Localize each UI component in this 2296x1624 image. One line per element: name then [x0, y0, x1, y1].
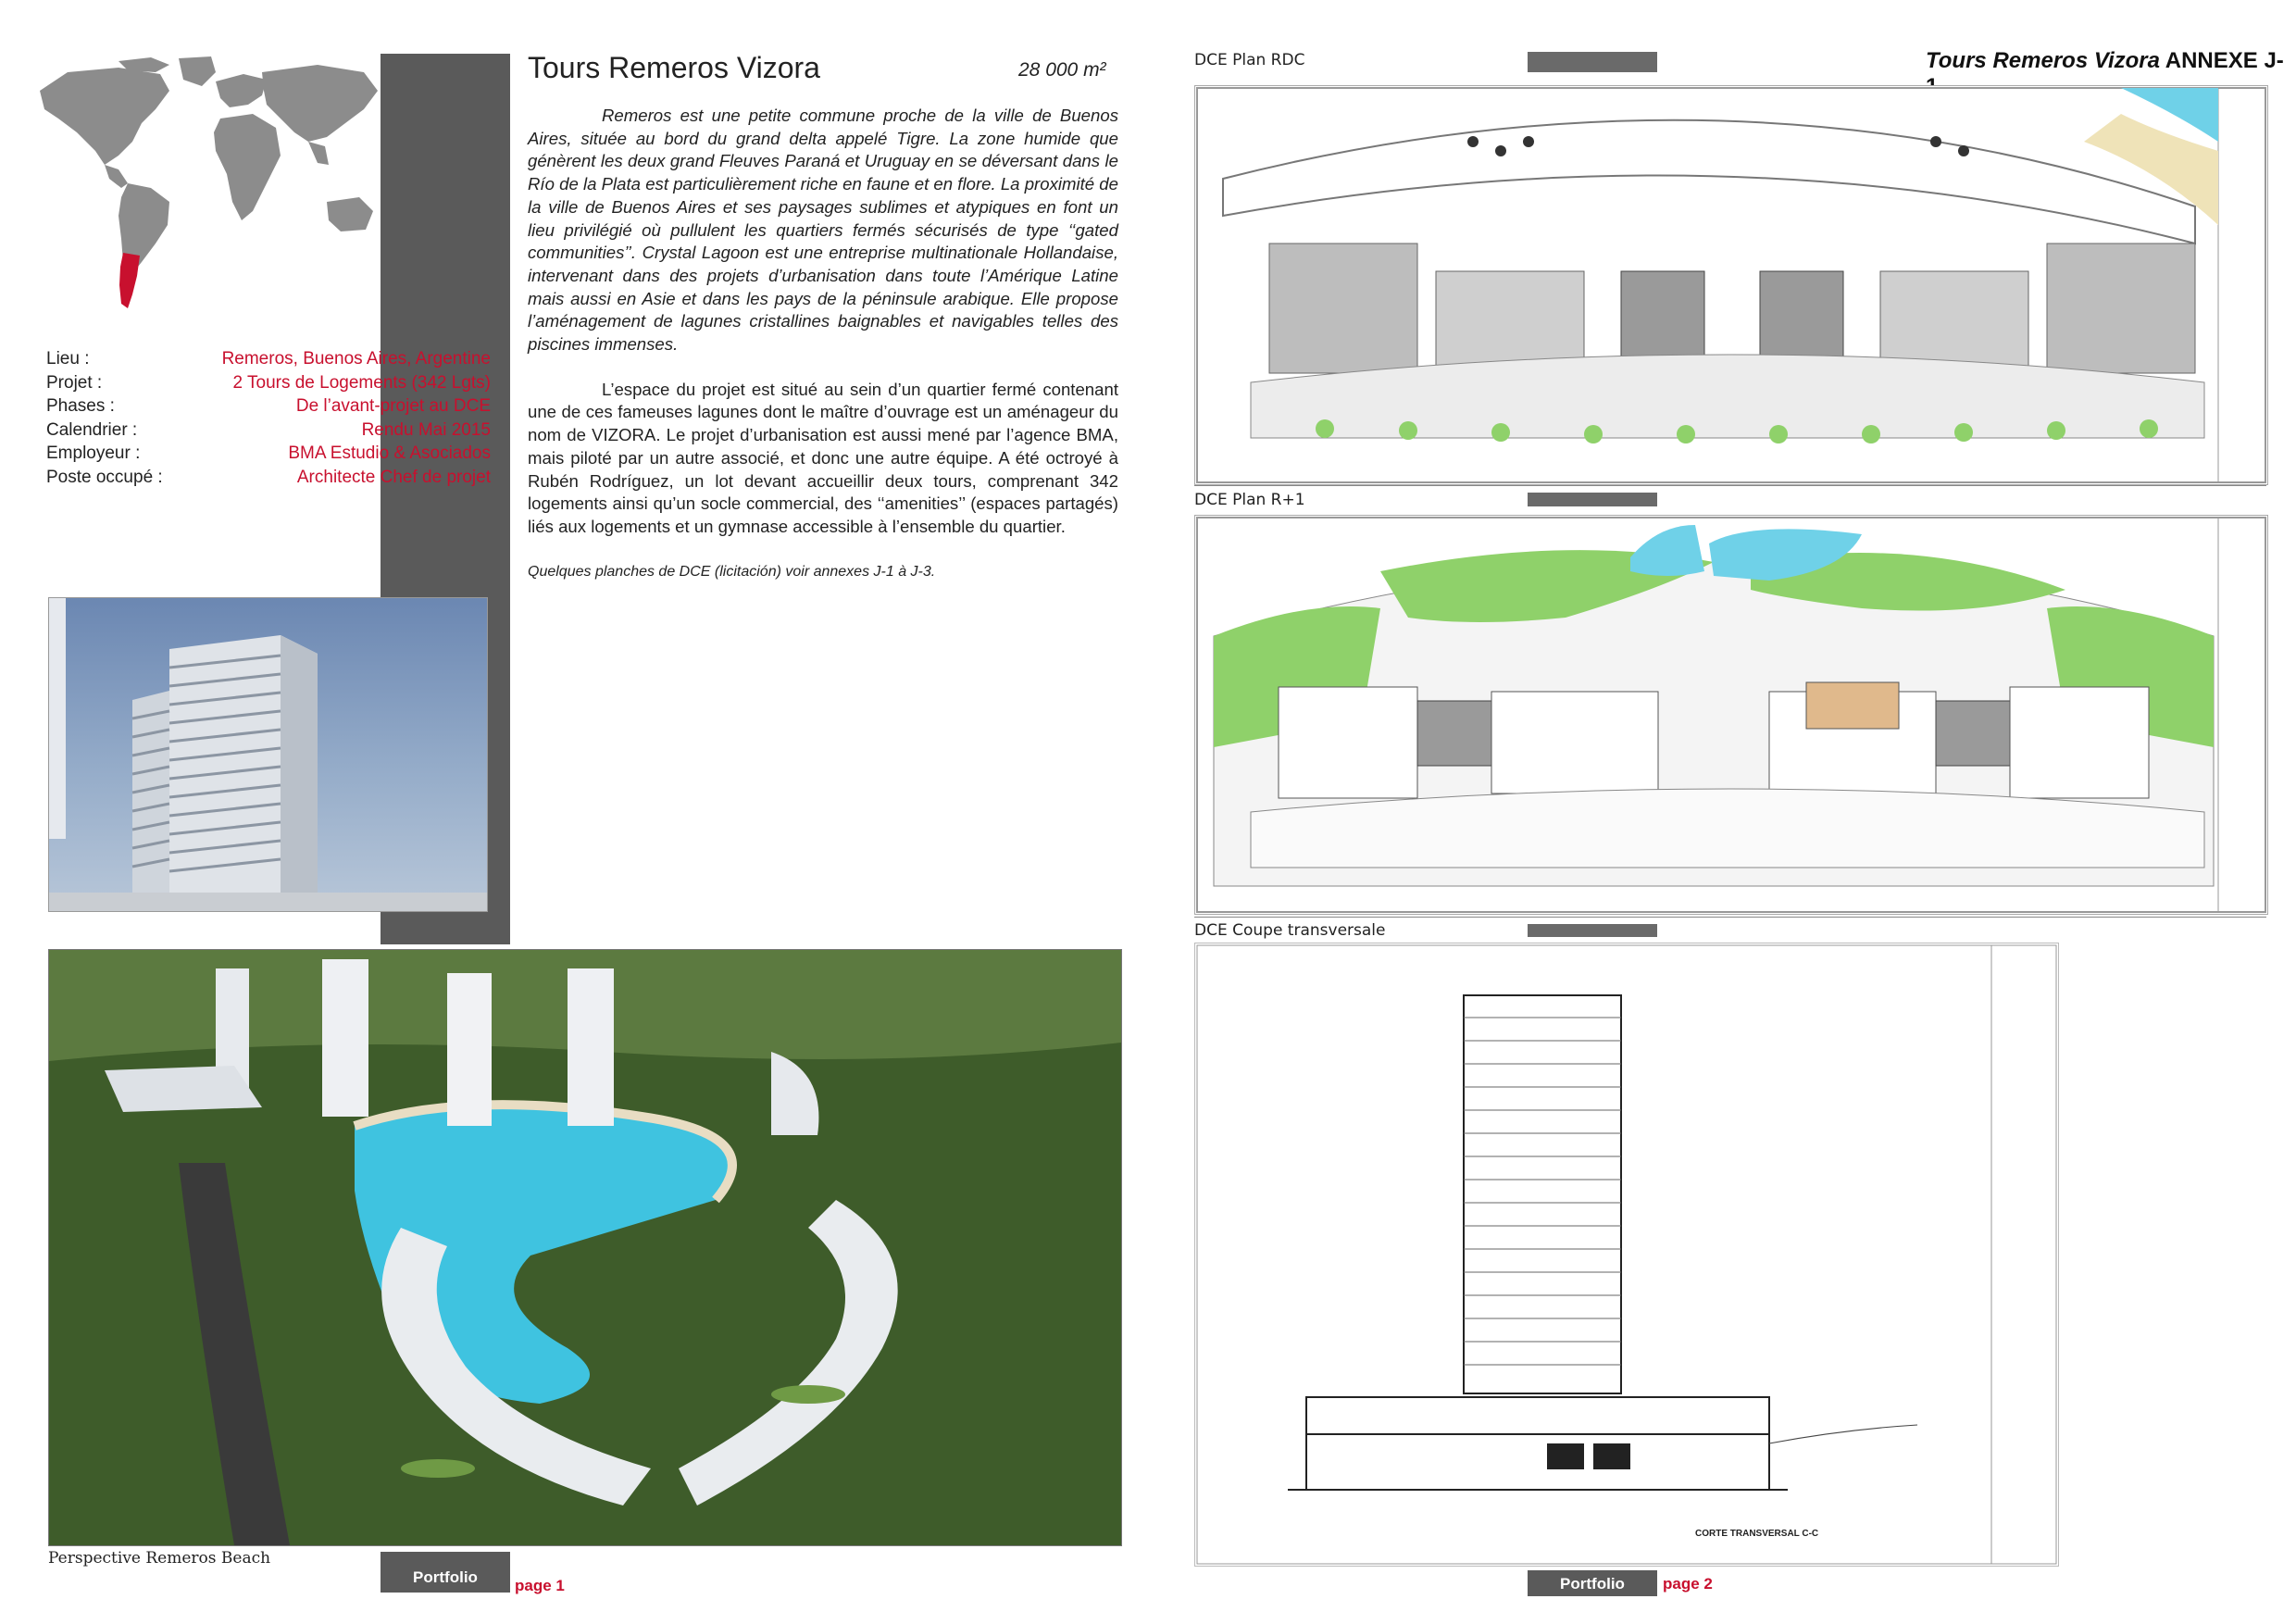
plan-rdc-title: DCE Plan RDC: [1194, 51, 1305, 69]
section-title: DCE Coupe transversale: [1194, 921, 1386, 940]
paragraph-context: Remeros est une petite commune proche de la ville de Buenos Aires, située au bord du grand delta appelé Tigre. La zone humide que génèrent les deux grand Fleuves Paraná et Uruguay en se déversant dans le Río de la Plata est particulièrement riche en faune et en flore. La proximité de la ville de Buenos Aires et ses paysages sublimes et atypiques en font un lieu privilégié où pullulent les quartiers fermés sécurisés de type ‘‘gated communities’’. Crystal Lagoon est une entreprise multinationale Hollandaise, intervenant dans des projets d’urbanisation dans toute l’Amérique Latine mais aussi en Asie et dans les pays de la péninsule arabique. Elle propose l’aménagement de lagunes cristallines baignables et navigables telles des piscines immenses.: [528, 106, 1118, 355]
info-value: Rendu Mai 2015: [361, 419, 491, 440]
aerial-perspective: [48, 949, 1122, 1546]
paragraph-project: L’espace du projet est situé au sein d’un quartier fermé contenant une de ces fameuses lagunes dont le maître d’ouvrage est un aménageur du nom de VIZORA. Le projet d’urbanisation est aussi mené par l’agence BMA, mais piloté par un autre associé, et donc une autre équipe. A été octroyé à Rubén Rodríguez, un lot devant accueillir deux tours, comprenant 342 logements ainsi qu’un socle commercial, des ‘‘amenities’’ (espaces partagés) liés aux logements et un gymnase accessible à l’ensemble du quartier.: [528, 379, 1118, 536]
info-value: 2 Tours de Logements (342 Lgts): [232, 372, 491, 393]
separator: [1194, 917, 2266, 918]
plan-r1-title: DCE Plan R+1: [1194, 491, 1305, 509]
project-info: [46, 347, 491, 489]
header-bar: [1528, 52, 1657, 72]
world-map-icon: [31, 54, 381, 331]
annex-code: ANNEXE J-: [2165, 48, 2284, 73]
info-value: Architecte Chef de projet: [296, 467, 491, 487]
aerial-caption: Perspective Remeros Beach: [48, 1549, 271, 1568]
section-bar: [1528, 493, 1657, 506]
info-row-projet: [46, 371, 491, 395]
project-description: [528, 105, 1118, 583]
info-label: Phases :: [46, 396, 115, 416]
section-bar: [1528, 924, 1657, 937]
info-label: Poste occupé :: [46, 467, 163, 487]
info-row-calendrier: [46, 418, 491, 443]
info-label: Calendrier :: [46, 419, 138, 440]
section-label: CORTE TRANSVERSAL C-C: [1695, 1529, 1819, 1539]
plan-r1-drawing: [1194, 515, 2268, 915]
project-area: 28 000 m²: [1018, 59, 1106, 81]
section-drawing: [1194, 943, 2059, 1567]
info-label: Projet :: [46, 372, 103, 393]
page-number: page 2: [1663, 1575, 1713, 1593]
info-row-phases: [46, 394, 491, 418]
info-label: Employeur :: [46, 443, 141, 463]
info-row-lieu: [46, 347, 491, 371]
tower-rendering: [48, 597, 488, 912]
page-title: Tours Remeros Vizora: [528, 51, 820, 84]
plan-rdc-drawing: [1194, 85, 2268, 485]
page-number: page 1: [515, 1577, 565, 1594]
portfolio-tab: Portfolio: [381, 1552, 510, 1593]
portfolio-tab: Portfolio: [1528, 1570, 1657, 1596]
separator: [1194, 485, 2266, 486]
annex-note: Quelques planches de DCE (licitación) voir annexes J-1 à J-3.: [528, 563, 936, 580]
info-row-poste: [46, 466, 491, 490]
info-label: Lieu :: [46, 349, 90, 369]
info-value: De l’avant-projet au DCE: [295, 396, 491, 416]
info-value: BMA Estudio & Asociados: [288, 443, 491, 463]
info-value: Remeros, Buenos Aires, Argentine: [221, 349, 491, 369]
annex-project-name: Tours Remeros Vizora: [1926, 48, 2160, 73]
info-row-employeur: [46, 442, 491, 466]
